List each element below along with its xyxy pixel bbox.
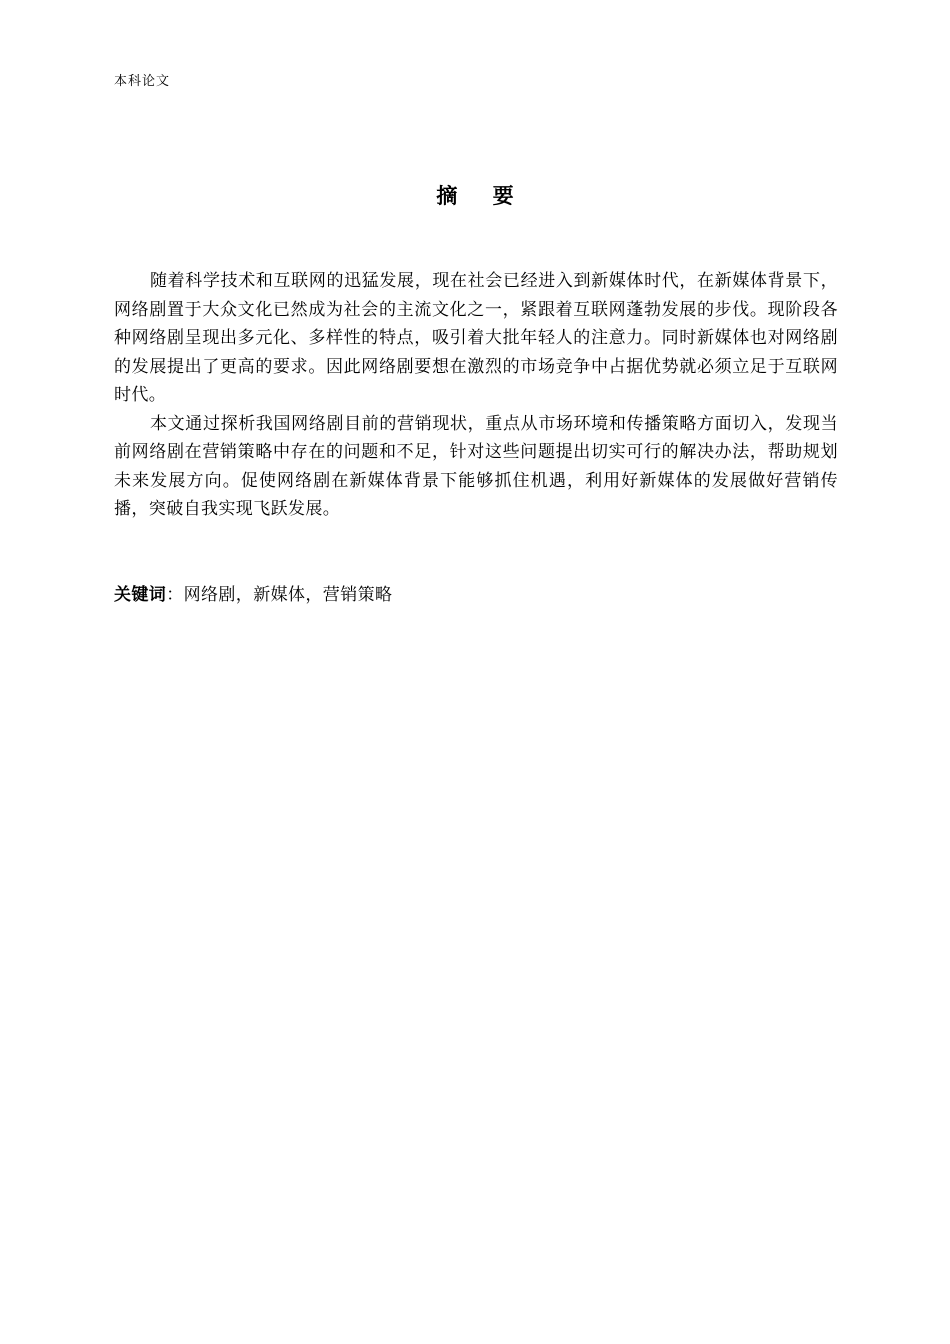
keywords-line (114, 581, 392, 609)
abstract-title: 摘 要 (436, 184, 528, 208)
abstract-body (114, 267, 838, 524)
abstract-paragraph-2: 本文通过探析我国网络剧目前的营销现状，重点从市场环境和传播策略方面切入，发现当前网络剧在营销策略中存在的问题和不足，针对这些问题提出切实可行的解决办法，帮助规划未来发展方向。促使网络剧在新媒体背景下能够抓住机遇，利用好新媒体的发展做好营销传播，突破自我实现飞跃发展。 (114, 413, 838, 519)
running-header: 本科论文 (114, 74, 171, 89)
keywords-label: 关键词 (114, 585, 167, 605)
abstract-paragraph-1: 随着科学技术和互联网的迅猛发展，现在社会已经进入到新媒体时代，在新媒体背景下，网络剧置于大众文化已然成为社会的主流文化之一，紧跟着互联网蓬勃发展的步伐。现阶段各种网络剧呈现出多元化、多样性的特点，吸引着大批年轻人的注意力。同时新媒体也对网络剧的发展提出了更高的要求。因此网络剧要想在激烈的市场竞争中占据优势就必须立足于互联网时代。 (114, 271, 838, 405)
keywords-value: 网络剧，新媒体，营销策略 (183, 585, 393, 605)
keywords-separator: ： (166, 585, 184, 605)
